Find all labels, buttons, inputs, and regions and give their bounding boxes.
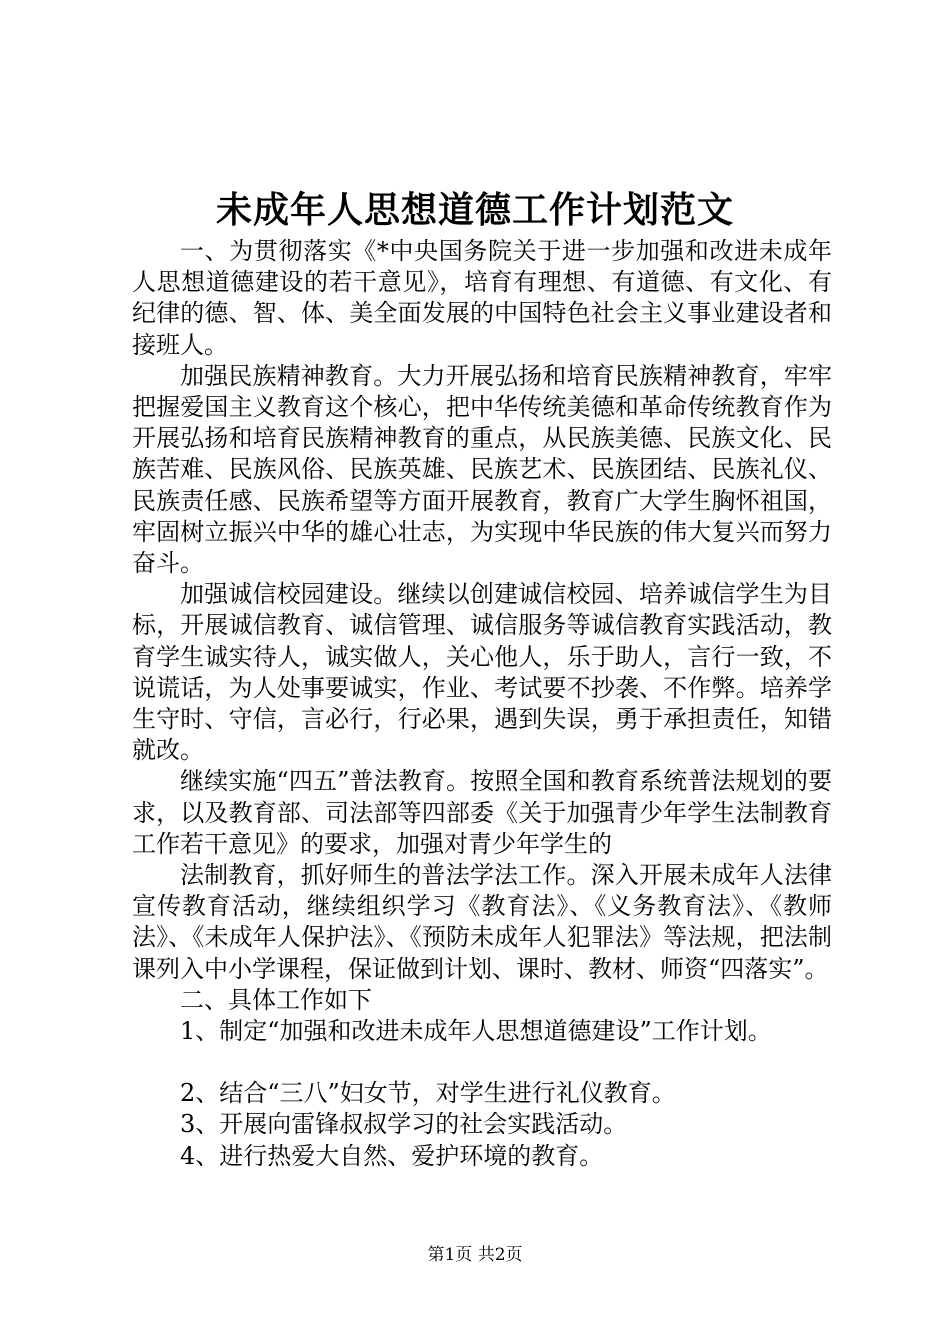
section-heading-work-items: 二、具体工作如下 bbox=[180, 985, 372, 1014]
list-item-4: 4、进行热爱大自然、爱护环境的教育。 bbox=[180, 1141, 604, 1170]
list-item-1: 1、制定“加强和改进未成年人思想道德建设”工作计划。 bbox=[180, 1017, 772, 1046]
paragraph-legal-education: 继续实施“四五”普法教育。按照全国和教育系统普法规划的要求，以及教育部、司法部等四部委《关于加强青少年学生法制教育工作若干意见》的要求，加强对青少年学生的 bbox=[132, 767, 832, 858]
document-title: 未成年人思想道德工作计划范文 bbox=[215, 189, 734, 231]
list-item-2: 2、结合“三八”妇女节，对学生进行礼仪教育。 bbox=[180, 1079, 676, 1108]
document-body bbox=[132, 236, 832, 1172]
page-number: 第1页 共2页 bbox=[427, 1245, 523, 1265]
paragraph-national-spirit: 加强民族精神教育。大力开展弘扬和培育民族精神教育，牢牢把握爱国主义教育这个核心，把中华传统美德和革命传统教育作为开展弘扬和培育民族精神教育的重点，从民族美德、民族文化、民族苦难、民族风俗、民族英雄、民族艺术、民族团结、民族礼仪、民族责任感、民族希望等方面开展教育，教育广大学生胸怀祖国，牢固树立振兴中华的雄心壮志，为实现中华民族的伟大复兴而努力奋斗。 bbox=[132, 361, 832, 578]
paragraph-legal-education-continued: 法制教育，抓好师生的普法学法工作。深入开展未成年人法律宣传教育活动，继续组织学习《教育法》、《义务教育法》、《教师法》、《未成年人保护法》、《预防未成年人犯罪法》等法规，把法制课列入中小学课程，保证做到计划、课时、教材、师资“四落实”。 bbox=[132, 861, 832, 983]
list-item-3: 3、开展向雷锋叔叔学习的社会实践活动。 bbox=[180, 1110, 628, 1139]
paragraph-intro: 一、为贯彻落实《*中央国务院关于进一步加强和改进未成年人思想道德建设的若干意见》，培育有理想、有道德、有文化、有纪律的德、智、体、美全面发展的中国特色社会主义事业建设者和接班人。 bbox=[132, 237, 832, 359]
paragraph-integrity-campus: 加强诚信校园建设。继续以创建诚信校园、培养诚信学生为目标，开展诚信教育、诚信管理、诚信服务等诚信教育实践活动，教育学生诚实待人，诚实做人，关心他人，乐于助人，言行一致，不说谎话，为人处事要诚实，作业、考试要不抄袭、不作弊。培养学生守时、守信，言必行，行必果，遇到失误，勇于承担责任，知错就改。 bbox=[132, 580, 832, 765]
